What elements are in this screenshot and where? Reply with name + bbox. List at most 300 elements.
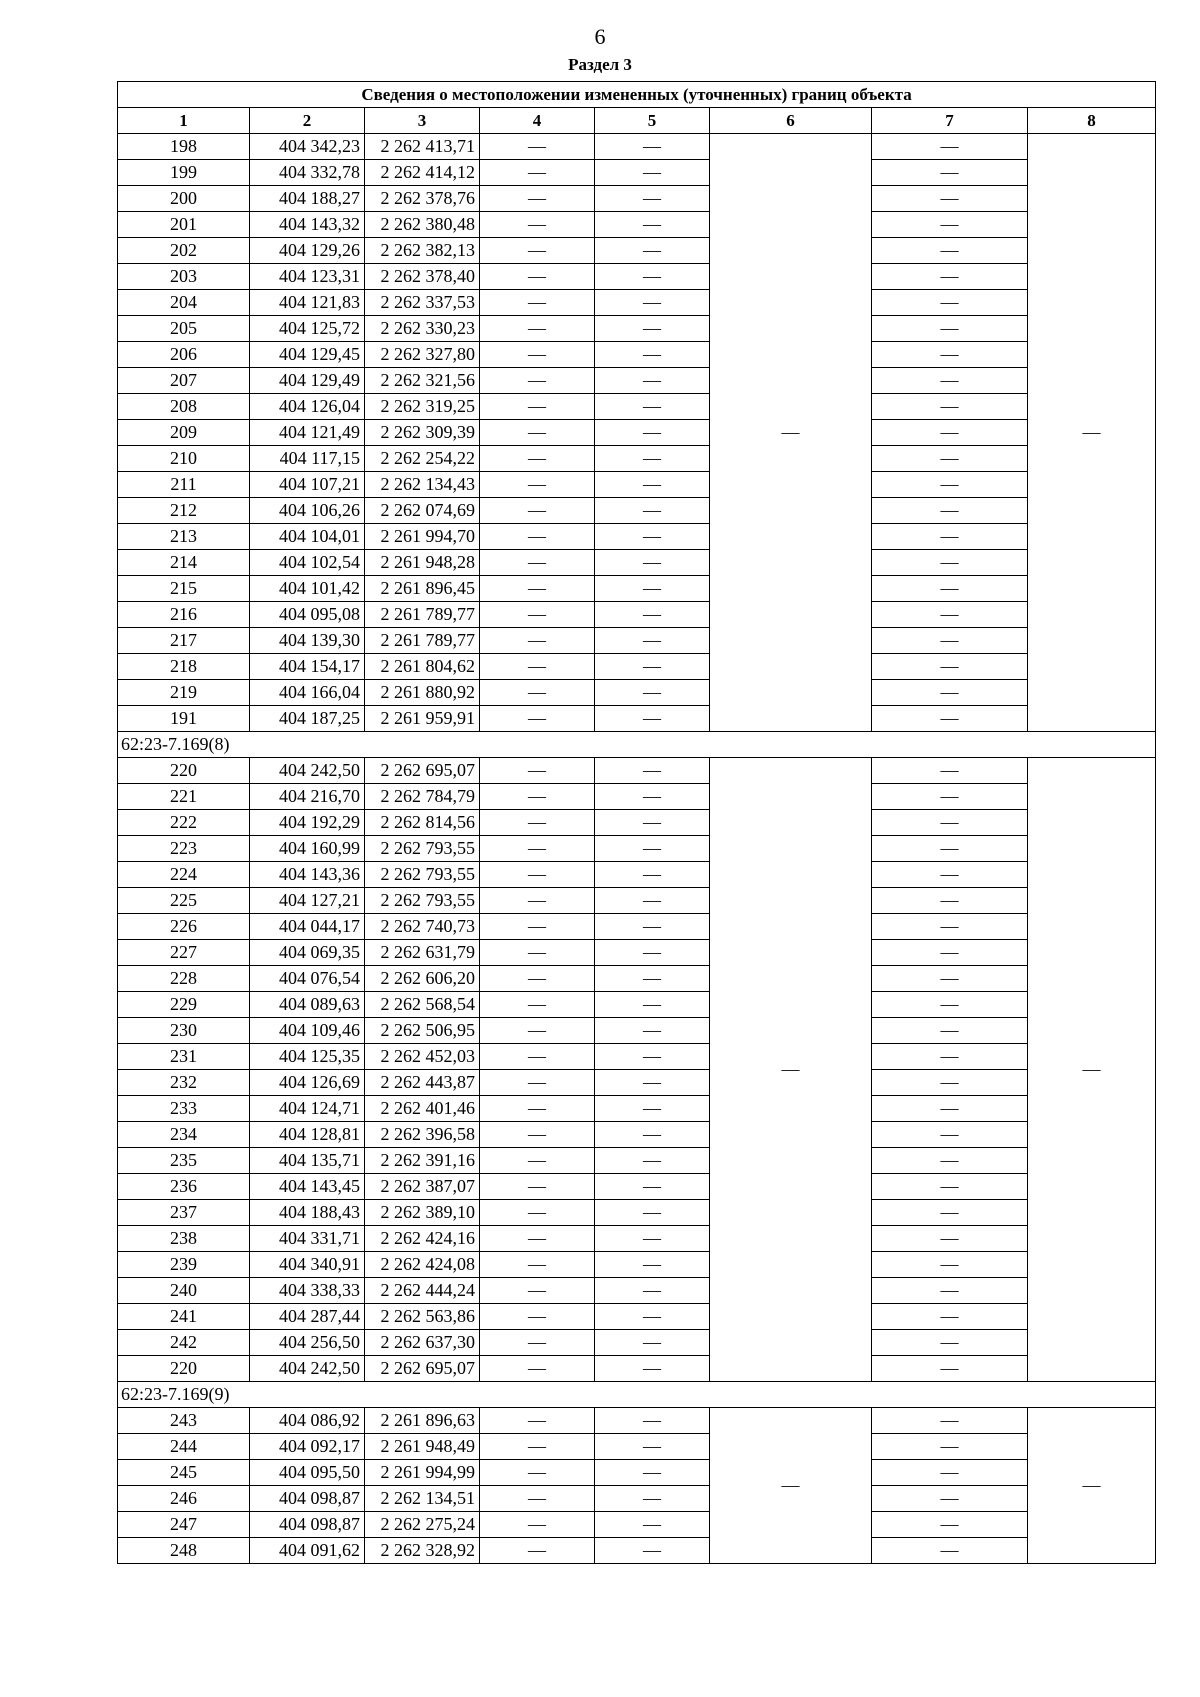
y-coordinate-cell: 2 262 378,40: [365, 264, 480, 290]
point-number-cell: 236: [118, 1174, 250, 1200]
y-coordinate-cell: 2 262 568,54: [365, 992, 480, 1018]
table-row: [118, 212, 1156, 238]
col4-dash-cell: —: [480, 186, 595, 212]
col5-dash-cell: —: [595, 602, 710, 628]
table-row: [118, 1538, 1156, 1564]
table-row: [118, 1460, 1156, 1486]
y-coordinate-cell: 2 262 134,43: [365, 472, 480, 498]
col4-dash-cell: —: [480, 1486, 595, 1512]
x-coordinate-cell: 404 086,92: [250, 1408, 365, 1434]
col4-dash-cell: —: [480, 1512, 595, 1538]
y-coordinate-cell: 2 262 254,22: [365, 446, 480, 472]
y-coordinate-cell: 2 262 606,20: [365, 966, 480, 992]
col7-dash-cell: —: [872, 1486, 1028, 1512]
col5-dash-cell: —: [595, 1330, 710, 1356]
x-coordinate-cell: 404 125,72: [250, 316, 365, 342]
col5-dash-cell: —: [595, 654, 710, 680]
col7-dash-cell: —: [872, 550, 1028, 576]
col6-merged-dash-cell: —: [710, 1408, 872, 1564]
col5-dash-cell: —: [595, 940, 710, 966]
col7-dash-cell: —: [872, 1226, 1028, 1252]
col7-dash-cell: —: [872, 472, 1028, 498]
col7-dash-cell: —: [872, 186, 1028, 212]
col5-dash-cell: —: [595, 1408, 710, 1434]
col5-dash-cell: —: [595, 1486, 710, 1512]
column-header: 5: [595, 108, 710, 134]
point-number-cell: 214: [118, 550, 250, 576]
y-coordinate-cell: 2 262 695,07: [365, 758, 480, 784]
point-number-cell: 208: [118, 394, 250, 420]
point-number-cell: 212: [118, 498, 250, 524]
y-coordinate-cell: 2 262 793,55: [365, 862, 480, 888]
table-body: [118, 134, 1156, 1564]
point-number-cell: 217: [118, 628, 250, 654]
x-coordinate-cell: 404 192,29: [250, 810, 365, 836]
y-coordinate-cell: 2 262 444,24: [365, 1278, 480, 1304]
col5-dash-cell: —: [595, 758, 710, 784]
col7-dash-cell: —: [872, 1252, 1028, 1278]
x-coordinate-cell: 404 332,78: [250, 160, 365, 186]
table-row: [118, 628, 1156, 654]
point-number-cell: 209: [118, 420, 250, 446]
col8-merged-dash-cell: —: [1028, 1408, 1156, 1564]
col4-dash-cell: —: [480, 316, 595, 342]
parcel-group-row: [118, 732, 1156, 758]
col7-dash-cell: —: [872, 1070, 1028, 1096]
col4-dash-cell: —: [480, 1200, 595, 1226]
x-coordinate-cell: 404 187,25: [250, 706, 365, 732]
col7-dash-cell: —: [872, 264, 1028, 290]
col5-dash-cell: —: [595, 1122, 710, 1148]
point-number-cell: 204: [118, 290, 250, 316]
y-coordinate-cell: 2 262 637,30: [365, 1330, 480, 1356]
table-row: [118, 654, 1156, 680]
col4-dash-cell: —: [480, 550, 595, 576]
x-coordinate-cell: 404 143,45: [250, 1174, 365, 1200]
y-coordinate-cell: 2 262 380,48: [365, 212, 480, 238]
col5-dash-cell: —: [595, 810, 710, 836]
col5-dash-cell: —: [595, 888, 710, 914]
col5-dash-cell: —: [595, 550, 710, 576]
col4-dash-cell: —: [480, 1018, 595, 1044]
table-row: [118, 446, 1156, 472]
x-coordinate-cell: 404 126,04: [250, 394, 365, 420]
col5-dash-cell: —: [595, 134, 710, 160]
y-coordinate-cell: 2 262 452,03: [365, 1044, 480, 1070]
table-row: [118, 1304, 1156, 1330]
point-number-cell: 210: [118, 446, 250, 472]
col8-merged-dash-cell: —: [1028, 134, 1156, 732]
y-coordinate-cell: 2 262 793,55: [365, 888, 480, 914]
y-coordinate-cell: 2 262 424,16: [365, 1226, 480, 1252]
table-row: [118, 1018, 1156, 1044]
table-row: [118, 420, 1156, 446]
col4-dash-cell: —: [480, 1278, 595, 1304]
col5-dash-cell: —: [595, 524, 710, 550]
col5-dash-cell: —: [595, 784, 710, 810]
table-row: [118, 1486, 1156, 1512]
col4-dash-cell: —: [480, 1148, 595, 1174]
x-coordinate-cell: 404 135,71: [250, 1148, 365, 1174]
col5-dash-cell: —: [595, 394, 710, 420]
y-coordinate-cell: 2 262 784,79: [365, 784, 480, 810]
col4-dash-cell: —: [480, 368, 595, 394]
x-coordinate-cell: 404 338,33: [250, 1278, 365, 1304]
point-number-cell: 240: [118, 1278, 250, 1304]
point-number-cell: 200: [118, 186, 250, 212]
y-coordinate-cell: 2 262 740,73: [365, 914, 480, 940]
x-coordinate-cell: 404 102,54: [250, 550, 365, 576]
col5-dash-cell: —: [595, 420, 710, 446]
col7-dash-cell: —: [872, 1122, 1028, 1148]
x-coordinate-cell: 404 101,42: [250, 576, 365, 602]
point-number-cell: 203: [118, 264, 250, 290]
col4-dash-cell: —: [480, 628, 595, 654]
table-row: [118, 1278, 1156, 1304]
point-number-cell: 246: [118, 1486, 250, 1512]
col5-dash-cell: —: [595, 1044, 710, 1070]
col5-dash-cell: —: [595, 160, 710, 186]
point-number-cell: 220: [118, 758, 250, 784]
x-coordinate-cell: 404 126,69: [250, 1070, 365, 1096]
y-coordinate-cell: 2 262 401,46: [365, 1096, 480, 1122]
point-number-cell: 234: [118, 1122, 250, 1148]
table-row: [118, 680, 1156, 706]
col4-dash-cell: —: [480, 1434, 595, 1460]
table-row: [118, 1122, 1156, 1148]
point-number-cell: 218: [118, 654, 250, 680]
x-coordinate-cell: 404 129,45: [250, 342, 365, 368]
parcel-group-label: 62:23-7.169(9): [118, 1382, 1156, 1408]
col7-dash-cell: —: [872, 1512, 1028, 1538]
x-coordinate-cell: 404 242,50: [250, 758, 365, 784]
point-number-cell: 242: [118, 1330, 250, 1356]
col7-dash-cell: —: [872, 368, 1028, 394]
y-coordinate-cell: 2 262 328,92: [365, 1538, 480, 1564]
point-number-cell: 216: [118, 602, 250, 628]
y-coordinate-cell: 2 262 631,79: [365, 940, 480, 966]
col4-dash-cell: —: [480, 1252, 595, 1278]
y-coordinate-cell: 2 262 275,24: [365, 1512, 480, 1538]
col7-dash-cell: —: [872, 1330, 1028, 1356]
table-row: [118, 498, 1156, 524]
table-row: [118, 342, 1156, 368]
col4-dash-cell: —: [480, 914, 595, 940]
col7-dash-cell: —: [872, 888, 1028, 914]
y-coordinate-cell: 2 262 134,51: [365, 1486, 480, 1512]
col5-dash-cell: —: [595, 992, 710, 1018]
col7-dash-cell: —: [872, 1356, 1028, 1382]
x-coordinate-cell: 404 044,17: [250, 914, 365, 940]
point-number-cell: 199: [118, 160, 250, 186]
col5-dash-cell: —: [595, 1252, 710, 1278]
page-number: 6: [594, 24, 606, 49]
y-coordinate-cell: 2 262 337,53: [365, 290, 480, 316]
point-number-cell: 198: [118, 134, 250, 160]
x-coordinate-cell: 404 123,31: [250, 264, 365, 290]
col7-dash-cell: —: [872, 654, 1028, 680]
column-header: 8: [1028, 108, 1156, 134]
col7-dash-cell: —: [872, 862, 1028, 888]
col7-dash-cell: —: [872, 784, 1028, 810]
col6-merged-dash-cell: —: [710, 758, 872, 1382]
table-row: [118, 238, 1156, 264]
y-coordinate-cell: 2 262 330,23: [365, 316, 480, 342]
x-coordinate-cell: 404 340,91: [250, 1252, 365, 1278]
col4-dash-cell: —: [480, 576, 595, 602]
y-coordinate-cell: 2 262 309,39: [365, 420, 480, 446]
col7-dash-cell: —: [872, 914, 1028, 940]
col4-dash-cell: —: [480, 1408, 595, 1434]
table-row: [118, 550, 1156, 576]
col8-merged-dash-cell: —: [1028, 758, 1156, 1382]
col5-dash-cell: —: [595, 238, 710, 264]
column-header: 1: [118, 108, 250, 134]
col4-dash-cell: —: [480, 862, 595, 888]
col5-dash-cell: —: [595, 264, 710, 290]
table-row: [118, 810, 1156, 836]
table-row: [118, 836, 1156, 862]
col4-dash-cell: —: [480, 784, 595, 810]
point-number-cell: 202: [118, 238, 250, 264]
table-row: [118, 1200, 1156, 1226]
col5-dash-cell: —: [595, 1226, 710, 1252]
col7-dash-cell: —: [872, 940, 1028, 966]
col5-dash-cell: —: [595, 1174, 710, 1200]
table-row: [118, 1226, 1156, 1252]
y-coordinate-cell: 2 261 959,91: [365, 706, 480, 732]
x-coordinate-cell: 404 117,15: [250, 446, 365, 472]
col4-dash-cell: —: [480, 1538, 595, 1564]
x-coordinate-cell: 404 331,71: [250, 1226, 365, 1252]
col5-dash-cell: —: [595, 1200, 710, 1226]
col4-dash-cell: —: [480, 420, 595, 446]
col4-dash-cell: —: [480, 680, 595, 706]
x-coordinate-cell: 404 091,62: [250, 1538, 365, 1564]
y-coordinate-cell: 2 261 896,45: [365, 576, 480, 602]
y-coordinate-cell: 2 262 321,56: [365, 368, 480, 394]
point-number-cell: 232: [118, 1070, 250, 1096]
col7-dash-cell: —: [872, 810, 1028, 836]
table-row: [118, 1408, 1156, 1434]
point-number-cell: 207: [118, 368, 250, 394]
col5-dash-cell: —: [595, 1356, 710, 1382]
col7-dash-cell: —: [872, 134, 1028, 160]
table-row: [118, 602, 1156, 628]
col4-dash-cell: —: [480, 1304, 595, 1330]
col7-dash-cell: —: [872, 1174, 1028, 1200]
x-coordinate-cell: 404 125,35: [250, 1044, 365, 1070]
y-coordinate-cell: 2 262 074,69: [365, 498, 480, 524]
col7-dash-cell: —: [872, 420, 1028, 446]
column-header: 7: [872, 108, 1028, 134]
col7-dash-cell: —: [872, 836, 1028, 862]
col7-dash-cell: —: [872, 706, 1028, 732]
col4-dash-cell: —: [480, 966, 595, 992]
table-row: [118, 1096, 1156, 1122]
table-row: [118, 1252, 1156, 1278]
point-number-cell: 238: [118, 1226, 250, 1252]
y-coordinate-cell: 2 262 389,10: [365, 1200, 480, 1226]
x-coordinate-cell: 404 098,87: [250, 1512, 365, 1538]
table-row: [118, 1512, 1156, 1538]
col5-dash-cell: —: [595, 368, 710, 394]
point-number-cell: 244: [118, 1434, 250, 1460]
col5-dash-cell: —: [595, 1304, 710, 1330]
col7-dash-cell: —: [872, 342, 1028, 368]
x-coordinate-cell: 404 143,36: [250, 862, 365, 888]
col5-dash-cell: —: [595, 836, 710, 862]
y-coordinate-cell: 2 262 387,07: [365, 1174, 480, 1200]
boundary-coordinates-table: [117, 81, 1156, 1564]
column-header: 2: [250, 108, 365, 134]
x-coordinate-cell: 404 188,27: [250, 186, 365, 212]
y-coordinate-cell: 2 262 382,13: [365, 238, 480, 264]
col7-dash-cell: —: [872, 1148, 1028, 1174]
y-coordinate-cell: 2 261 948,28: [365, 550, 480, 576]
y-coordinate-cell: 2 262 327,80: [365, 342, 480, 368]
col4-dash-cell: —: [480, 134, 595, 160]
parcel-group-row: [118, 1382, 1156, 1408]
x-coordinate-cell: 404 106,26: [250, 498, 365, 524]
point-number-cell: 213: [118, 524, 250, 550]
col5-dash-cell: —: [595, 498, 710, 524]
col7-dash-cell: —: [872, 394, 1028, 420]
column-header: 6: [710, 108, 872, 134]
table-row: [118, 914, 1156, 940]
x-coordinate-cell: 404 128,81: [250, 1122, 365, 1148]
col7-dash-cell: —: [872, 446, 1028, 472]
col4-dash-cell: —: [480, 160, 595, 186]
x-coordinate-cell: 404 092,17: [250, 1434, 365, 1460]
point-number-cell: 228: [118, 966, 250, 992]
col7-dash-cell: —: [872, 1096, 1028, 1122]
col7-dash-cell: —: [872, 290, 1028, 316]
y-coordinate-cell: 2 262 563,86: [365, 1304, 480, 1330]
y-coordinate-cell: 2 262 414,12: [365, 160, 480, 186]
point-number-cell: 233: [118, 1096, 250, 1122]
point-number-cell: 247: [118, 1512, 250, 1538]
col5-dash-cell: —: [595, 446, 710, 472]
col5-dash-cell: —: [595, 1538, 710, 1564]
col5-dash-cell: —: [595, 1460, 710, 1486]
point-number-cell: 221: [118, 784, 250, 810]
table-row: [118, 1044, 1156, 1070]
col7-dash-cell: —: [872, 758, 1028, 784]
y-coordinate-cell: 2 261 804,62: [365, 654, 480, 680]
table-row: [118, 758, 1156, 784]
col7-dash-cell: —: [872, 1460, 1028, 1486]
point-number-cell: 222: [118, 810, 250, 836]
x-coordinate-cell: 404 242,50: [250, 1356, 365, 1382]
x-coordinate-cell: 404 069,35: [250, 940, 365, 966]
y-coordinate-cell: 2 262 396,58: [365, 1122, 480, 1148]
table-row: [118, 576, 1156, 602]
x-coordinate-cell: 404 216,70: [250, 784, 365, 810]
y-coordinate-cell: 2 262 695,07: [365, 1356, 480, 1382]
point-number-cell: 230: [118, 1018, 250, 1044]
x-coordinate-cell: 404 109,46: [250, 1018, 365, 1044]
col4-dash-cell: —: [480, 1070, 595, 1096]
col4-dash-cell: —: [480, 888, 595, 914]
col7-dash-cell: —: [872, 1044, 1028, 1070]
table-row: [118, 524, 1156, 550]
table-row: [118, 368, 1156, 394]
col5-dash-cell: —: [595, 342, 710, 368]
col4-dash-cell: —: [480, 498, 595, 524]
section-title: Раздел 3: [568, 55, 632, 74]
col4-dash-cell: —: [480, 810, 595, 836]
y-coordinate-cell: 2 262 424,08: [365, 1252, 480, 1278]
col5-dash-cell: —: [595, 914, 710, 940]
x-coordinate-cell: 404 188,43: [250, 1200, 365, 1226]
y-coordinate-cell: 2 261 994,70: [365, 524, 480, 550]
table-title: Сведения о местоположении измененных (уточненных) границ объекта: [118, 82, 1156, 108]
col4-dash-cell: —: [480, 758, 595, 784]
point-number-cell: 220: [118, 1356, 250, 1382]
y-coordinate-cell: 2 262 413,71: [365, 134, 480, 160]
x-coordinate-cell: 404 256,50: [250, 1330, 365, 1356]
col5-dash-cell: —: [595, 628, 710, 654]
col7-dash-cell: —: [872, 1538, 1028, 1564]
point-number-cell: 215: [118, 576, 250, 602]
table-row: [118, 1356, 1156, 1382]
point-number-cell: 219: [118, 680, 250, 706]
x-coordinate-cell: 404 143,32: [250, 212, 365, 238]
x-coordinate-cell: 404 129,49: [250, 368, 365, 394]
point-number-cell: 243: [118, 1408, 250, 1434]
x-coordinate-cell: 404 095,08: [250, 602, 365, 628]
y-coordinate-cell: 2 262 443,87: [365, 1070, 480, 1096]
col4-dash-cell: —: [480, 212, 595, 238]
col5-dash-cell: —: [595, 1096, 710, 1122]
col7-dash-cell: —: [872, 1304, 1028, 1330]
col7-dash-cell: —: [872, 628, 1028, 654]
col4-dash-cell: —: [480, 1096, 595, 1122]
col7-dash-cell: —: [872, 576, 1028, 602]
col7-dash-cell: —: [872, 1408, 1028, 1434]
y-coordinate-cell: 2 261 789,77: [365, 628, 480, 654]
table-row: [118, 940, 1156, 966]
table-row: [118, 992, 1156, 1018]
x-coordinate-cell: 404 160,99: [250, 836, 365, 862]
col7-dash-cell: —: [872, 966, 1028, 992]
col5-dash-cell: —: [595, 680, 710, 706]
col5-dash-cell: —: [595, 1070, 710, 1096]
y-coordinate-cell: 2 261 896,63: [365, 1408, 480, 1434]
x-coordinate-cell: 404 139,30: [250, 628, 365, 654]
x-coordinate-cell: 404 166,04: [250, 680, 365, 706]
col5-dash-cell: —: [595, 1434, 710, 1460]
column-number-row: [118, 108, 1156, 134]
y-coordinate-cell: 2 262 506,95: [365, 1018, 480, 1044]
table-row: [118, 160, 1156, 186]
column-header: 4: [480, 108, 595, 134]
col4-dash-cell: —: [480, 472, 595, 498]
col5-dash-cell: —: [595, 966, 710, 992]
point-number-cell: 229: [118, 992, 250, 1018]
col5-dash-cell: —: [595, 576, 710, 602]
col5-dash-cell: —: [595, 212, 710, 238]
parcel-group-label: 62:23-7.169(8): [118, 732, 1156, 758]
x-coordinate-cell: 404 124,71: [250, 1096, 365, 1122]
col4-dash-cell: —: [480, 654, 595, 680]
col4-dash-cell: —: [480, 1460, 595, 1486]
x-coordinate-cell: 404 121,49: [250, 420, 365, 446]
col4-dash-cell: —: [480, 394, 595, 420]
point-number-cell: 206: [118, 342, 250, 368]
col6-merged-dash-cell: —: [710, 134, 872, 732]
